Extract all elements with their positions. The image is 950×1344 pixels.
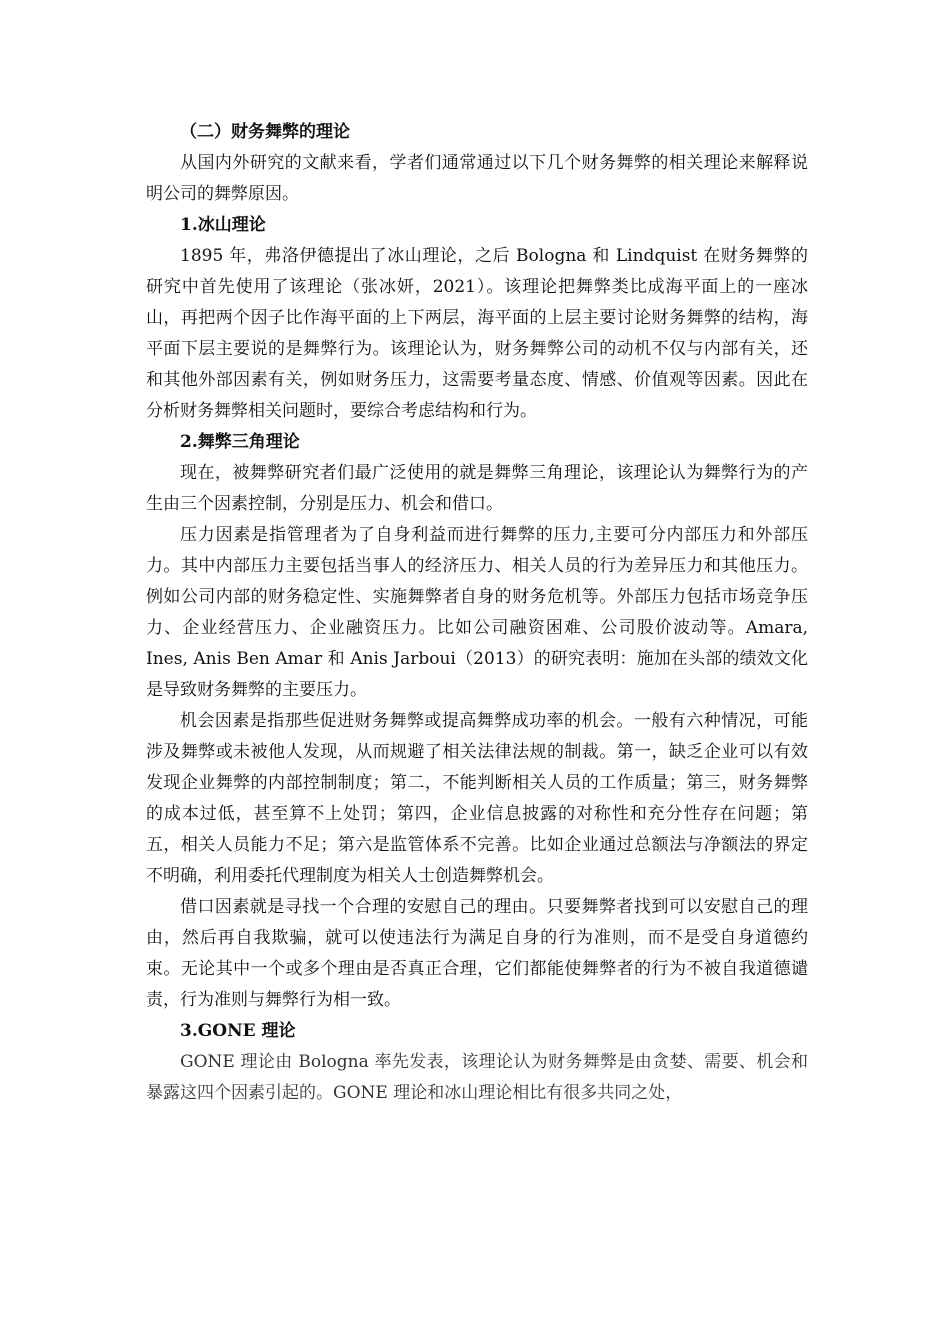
opportunity-factor-paragraph: 机会因素是指那些促进财务舞弊或提高舞弊成功率的机会。一般有六种情况，可能涉及舞弊或未被他人发现，从而规避了相关法律法规的制裁。第一，缺乏企业可以有效发现企业舞弊的内部控制制度；第二，不能判断相关人员的工作质量；第三，财务舞弊的成本过低，甚至算不上处罚；第四，企业信息披露的对称性和充分性存在问题；第五，相关人员能力不足；第六是监管体系不完善。比如企业通过总额法与净额法的界定不明确，利用委托代理制度为相关人士创造舞弊机会。: [146, 711, 808, 886]
gone-theory-heading: 3.GONE 理论: [180, 1021, 296, 1041]
section-heading: （二）财务舞弊的理论: [180, 122, 350, 142]
fraud-triangle-intro-paragraph: 现在，被舞弊研究者们最广泛使用的就是舞弊三角理论，该理论认为舞弊行为的产生由三个因素控制，分别是压力、机会和借口。: [146, 463, 808, 514]
gone-theory-paragraph: GONE 理论由 Bologna 率先发表，该理论认为财务舞弊是由贪婪、需要、机会和暴露这四个因素引起的。GONE 理论和冰山理论相比有很多共同之处，: [146, 1052, 808, 1103]
iceberg-theory-heading: 1.冰山理论: [180, 215, 266, 235]
iceberg-theory-paragraph: 1895 年，弗洛伊德提出了冰山理论，之后 Bologna 和 Lindquist 在财务舞弊的研究中首先使用了该理论（张冰妍，2021）。该理论把舞弊类比成海平面上的一座冰山，再把两个因子比作海平面的上下两层，海平面的上层主要讨论财务舞弊的结构，海平面下层主要说的是舞弊行为。该理论认为，财务舞弊公司的动机不仅与内部有关，还和其他外部因素有关，例如财务压力，这需要考量态度、情感、价值观等因素。因此在分析财务舞弊相关问题时，要综合考虑结构和行为。: [146, 246, 808, 421]
pressure-factor-paragraph: 压力因素是指管理者为了自身利益而进行舞弊的压力,主要可分内部压力和外部压力。其中内部压力主要包括当事人的经济压力、相关人员的行为差异压力和其他压力。例如公司内部的财务稳定性、实施舞弊者自身的财务危机等。外部压力包括市场竞争压力、企业经营压力、企业融资压力。比如公司融资困难、公司股价波动等。Amara, Ines, Anis Ben Amar 和 Anis Jarboui（2013）的研究表明：施加在头部的绩效文化是导致财务舞弊的主要压力。: [146, 525, 808, 700]
document-body: [146, 117, 808, 1109]
fraud-triangle-heading: 2.舞弊三角理论: [180, 432, 300, 452]
intro-paragraph: 从国内外研究的文献来看，学者们通常通过以下几个财务舞弊的相关理论来解释说明公司的舞弊原因。: [146, 153, 808, 204]
rationalization-factor-paragraph: 借口因素就是寻找一个合理的安慰自己的理由。只要舞弊者找到可以安慰自己的理由，然后再自我欺骗，就可以使违法行为满足自身的行为准则，而不是受自身道德约束。无论其中一个或多个理由是否真正合理，它们都能使舞弊者的行为不被自我道德谴责，行为准则与舞弊行为相一致。: [146, 897, 808, 1010]
